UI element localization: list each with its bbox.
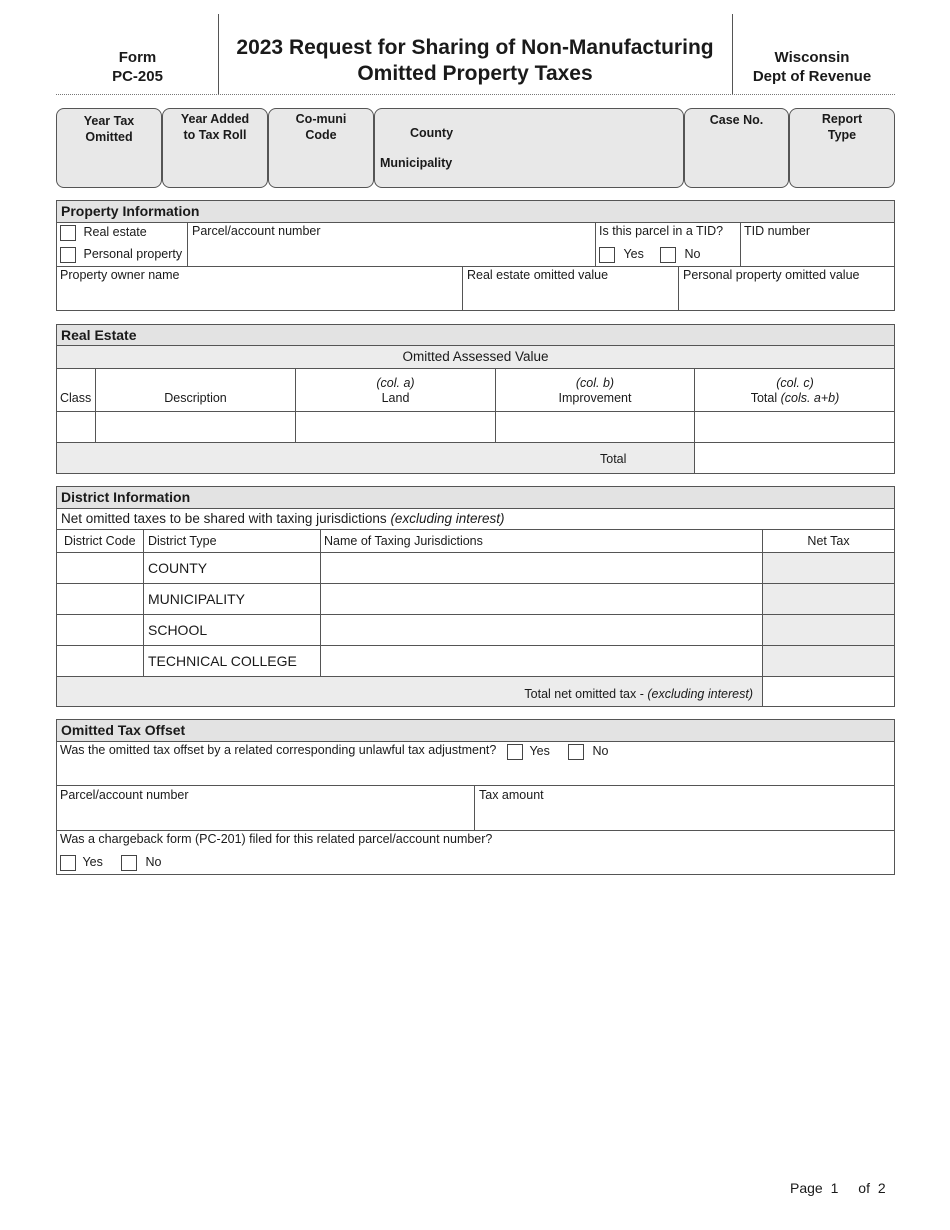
total-col-formula: (cols. a+b) bbox=[780, 391, 840, 405]
tid-question-label: Is this parcel in a TID? bbox=[599, 224, 724, 238]
tid-number-label: TID number bbox=[744, 224, 810, 238]
offset-section-title: Omitted Tax Offset bbox=[57, 720, 894, 742]
offset-yes-checkbox[interactable] bbox=[507, 744, 523, 760]
district-code-input-municipality[interactable] bbox=[57, 584, 143, 614]
page-current: 1 bbox=[830, 1180, 839, 1196]
form-title bbox=[222, 35, 728, 87]
district-code-input-technical-college[interactable] bbox=[57, 646, 143, 676]
district-type-school: SCHOOL bbox=[148, 622, 208, 638]
real-estate-total-label: Total bbox=[600, 452, 627, 466]
improvement-input[interactable] bbox=[496, 412, 694, 442]
form-id-block bbox=[60, 48, 215, 86]
chargeback-no-label: No bbox=[145, 855, 162, 870]
agency-line2: Dept of Revenue bbox=[752, 68, 872, 85]
offset-parcel-label: Parcel/account number bbox=[60, 788, 189, 802]
chargeback-no-option[interactable] bbox=[121, 855, 161, 871]
year-added-label: Year Added to Tax Roll bbox=[180, 112, 250, 142]
chargeback-no-checkbox[interactable] bbox=[121, 855, 137, 871]
total-col-label: Total bbox=[750, 391, 778, 405]
offset-question: Was the omitted tax offset by a related corresponding unlawful tax adjustment? bbox=[60, 743, 497, 757]
re-omitted-value-label: Real estate omitted value bbox=[467, 268, 609, 282]
district-code-input-school[interactable] bbox=[57, 615, 143, 645]
real-estate-option[interactable] bbox=[60, 225, 147, 241]
agency-line1: Wisconsin bbox=[774, 49, 850, 66]
tax-amount-label: Tax amount bbox=[479, 788, 544, 802]
tid-yes-checkbox[interactable] bbox=[599, 247, 615, 263]
description-input[interactable] bbox=[96, 412, 295, 442]
real-estate-checkbox[interactable] bbox=[60, 225, 76, 241]
real-estate-section-title: Real Estate bbox=[57, 325, 894, 346]
of-label: of bbox=[858, 1180, 870, 1196]
district-row bbox=[148, 653, 297, 669]
case-no-label: Case No. bbox=[709, 113, 764, 127]
district-row bbox=[148, 622, 207, 638]
year-tax-omitted-label: Year Tax Omitted bbox=[83, 114, 135, 144]
total-net-omitted-tax-label bbox=[57, 687, 753, 701]
agency-block bbox=[736, 48, 888, 86]
personal-property-label: Personal property bbox=[83, 247, 183, 262]
total-net-italic: (excluding interest) bbox=[647, 687, 753, 701]
district-section-title: District Information bbox=[57, 487, 894, 509]
property-section-title: Property Information bbox=[57, 201, 894, 223]
comuni-code-field[interactable] bbox=[268, 108, 374, 188]
district-row bbox=[148, 591, 245, 607]
county-municipality-field[interactable] bbox=[374, 108, 684, 188]
omitted-assessed-value-header: Omitted Assessed Value bbox=[57, 346, 894, 369]
pp-omitted-value-label: Personal property omitted value bbox=[683, 268, 860, 282]
personal-property-checkbox[interactable] bbox=[60, 247, 76, 263]
offset-no-checkbox[interactable] bbox=[568, 744, 584, 760]
land-input[interactable] bbox=[296, 412, 495, 442]
district-row bbox=[148, 560, 207, 576]
description-header: Description bbox=[164, 391, 227, 405]
district-type-county: COUNTY bbox=[148, 560, 208, 576]
district-code-header: District Code bbox=[64, 534, 136, 548]
offset-no-option[interactable] bbox=[568, 744, 608, 760]
land-header bbox=[296, 376, 495, 406]
total-net-main: Total net omitted tax - bbox=[524, 687, 644, 701]
offset-no-label: No bbox=[592, 744, 609, 759]
page-indicator bbox=[790, 1180, 886, 1196]
total-input[interactable] bbox=[695, 412, 894, 442]
land-label: Land bbox=[381, 391, 410, 405]
col-c-label: (col. c) bbox=[776, 376, 814, 390]
year-added-field[interactable] bbox=[162, 108, 268, 188]
comuni-code-label: Co-muni Code bbox=[295, 112, 347, 142]
col-b-label: (col. b) bbox=[575, 376, 615, 390]
district-note-main: Net omitted taxes to be shared with taxing jurisdictions bbox=[61, 511, 387, 526]
report-type-field[interactable] bbox=[789, 108, 895, 188]
jurisdiction-name-header: Name of Taxing Jurisdictions bbox=[324, 534, 483, 548]
tid-yes-label: Yes bbox=[623, 247, 644, 262]
personal-property-option[interactable] bbox=[60, 247, 182, 263]
tax-amount-input[interactable] bbox=[475, 803, 894, 829]
parcel-number-input[interactable] bbox=[188, 240, 594, 265]
total-col-header bbox=[695, 376, 895, 406]
jurisdiction-input-technical-college[interactable] bbox=[321, 646, 762, 676]
page-total: 2 bbox=[877, 1180, 886, 1196]
col-a-label: (col. a) bbox=[376, 376, 415, 390]
chargeback-yes-option[interactable] bbox=[60, 855, 103, 871]
district-note-italic: (excluding interest) bbox=[390, 511, 505, 526]
page-label: Page bbox=[790, 1180, 823, 1196]
tid-yes-option[interactable] bbox=[599, 247, 644, 263]
real-estate-total-input[interactable] bbox=[695, 443, 894, 473]
district-note bbox=[57, 509, 894, 530]
offset-yes-label: Yes bbox=[529, 744, 550, 759]
improvement-header bbox=[496, 376, 694, 406]
report-type-label: Report Type bbox=[821, 112, 863, 142]
jurisdiction-input-county[interactable] bbox=[321, 553, 762, 583]
class-input[interactable] bbox=[57, 412, 95, 442]
form-title-line1: 2023 Request for Sharing of Non-Manufacturing bbox=[236, 36, 714, 59]
district-code-input-county[interactable] bbox=[57, 553, 143, 583]
offset-parcel-input[interactable] bbox=[57, 803, 473, 829]
net-tax-header: Net Tax bbox=[807, 534, 850, 548]
total-net-omitted-tax-input[interactable] bbox=[763, 677, 894, 706]
chargeback-question: Was a chargeback form (PC-201) filed for this related parcel/account number? bbox=[60, 832, 493, 846]
form-title-line2: Omitted Property Taxes bbox=[357, 62, 593, 85]
chargeback-yes-checkbox[interactable] bbox=[60, 855, 76, 871]
form-label: Form bbox=[118, 49, 157, 66]
class-header: Class bbox=[60, 391, 92, 405]
case-no-field[interactable] bbox=[684, 108, 789, 188]
chargeback-yes-label: Yes bbox=[82, 855, 103, 870]
improvement-label: Improvement bbox=[558, 391, 632, 405]
offset-yes-option[interactable] bbox=[507, 744, 550, 760]
tid-no-option[interactable] bbox=[660, 247, 700, 263]
parcel-number-label: Parcel/account number bbox=[192, 224, 321, 238]
county-label: County bbox=[410, 126, 454, 140]
tid-no-label: No bbox=[684, 247, 701, 262]
district-type-header: District Type bbox=[148, 534, 217, 548]
district-type-municipality: MUNICIPALITY bbox=[148, 591, 245, 607]
real-estate-label: Real estate bbox=[83, 225, 147, 240]
owner-name-label: Property owner name bbox=[60, 268, 180, 282]
year-tax-omitted-field[interactable] bbox=[56, 108, 162, 188]
form-number: PC-205 bbox=[112, 68, 163, 85]
jurisdiction-input-municipality[interactable] bbox=[321, 584, 762, 614]
district-type-technical-college: TECHNICAL COLLEGE bbox=[148, 653, 297, 669]
municipality-label: Municipality bbox=[380, 156, 453, 170]
jurisdiction-input-school[interactable] bbox=[321, 615, 762, 645]
tid-no-checkbox[interactable] bbox=[660, 247, 676, 263]
